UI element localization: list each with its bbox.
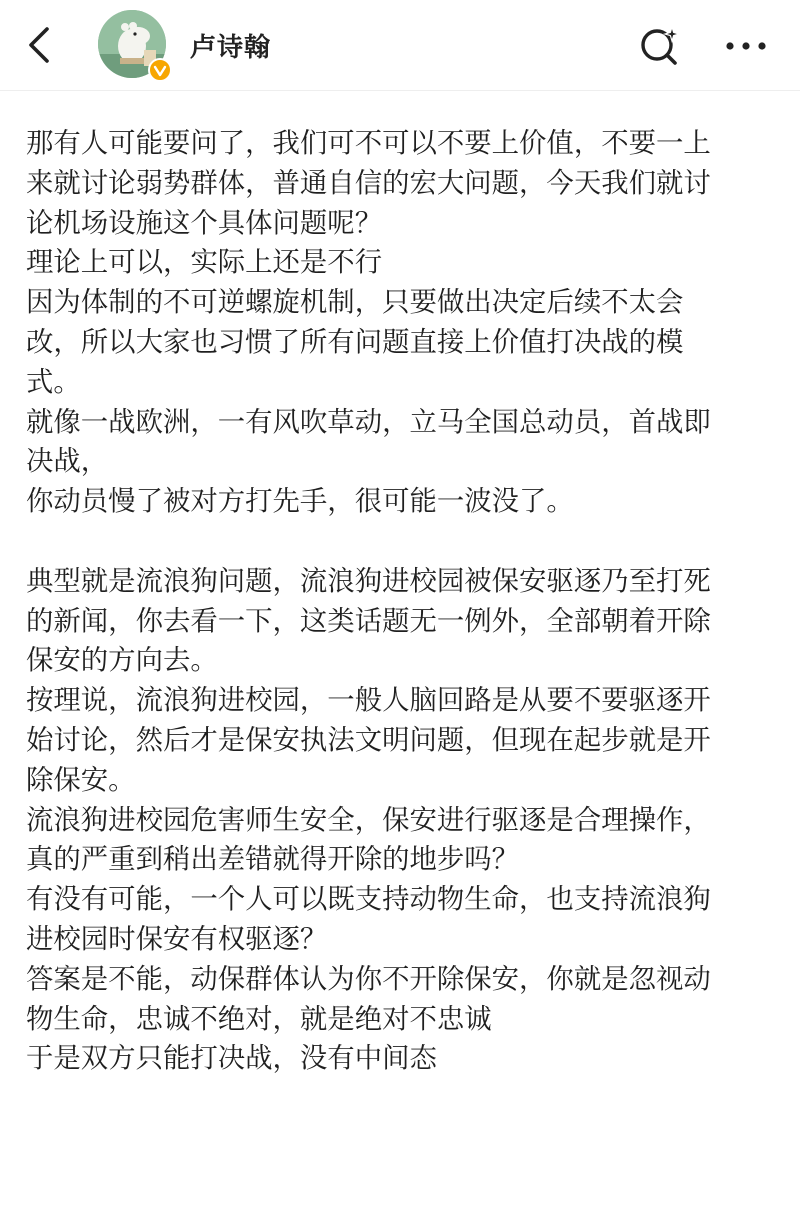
- post-line: 论机场设施这个具体问题呢？: [26, 207, 383, 239]
- search-button[interactable]: [636, 22, 684, 70]
- post-line: 你动员慢了被对方打先手，很可能一波没了。: [26, 486, 574, 518]
- post-line: 因为体制的不可逆螺旋机制，只要做出决定后续不太会: [26, 287, 684, 319]
- post-line: 改，所以大家也习惯了所有问题直接上价值打决战的模: [26, 326, 684, 358]
- post-line: 保安的方向去。: [26, 645, 218, 677]
- post-line: 除保安。: [26, 764, 136, 796]
- post-line: 真的严重到稍出差错就得开除的地步吗？: [26, 844, 520, 876]
- post-line: 式。: [26, 366, 81, 398]
- post-line: 来就讨论弱势群体，普通自信的宏大问题，今天我们就讨: [26, 167, 711, 199]
- post-line: 始讨论，然后才是保安执法文明问题，但现在起步就是开: [26, 724, 711, 756]
- post-body: [26, 124, 776, 1079]
- post-line: 就像一战欧洲，一有风吹草动，立马全国总动员，首战即: [26, 406, 711, 438]
- post-line: 那有人可能要问了，我们可不可以不要上价值，不要一上: [26, 128, 711, 159]
- post-line: 物生命，忠诚不绝对，就是绝对不忠诚: [26, 1003, 492, 1035]
- verified-v-badge-icon: [148, 58, 172, 82]
- more-button[interactable]: [722, 22, 770, 70]
- post-line: 理论上可以，实际上还是不行: [26, 247, 383, 279]
- top-bar: [0, 0, 800, 91]
- post-line: 有没有可能，一个人可以既支持动物生命，也支持流浪狗: [26, 884, 711, 916]
- search-sparkle-icon: [638, 24, 682, 68]
- blank-line: [26, 522, 776, 562]
- username[interactable]: 卢诗翰: [190, 33, 272, 63]
- back-button[interactable]: [14, 20, 64, 70]
- post-line: 进校园时保安有权驱逐？: [26, 923, 328, 955]
- post-line: 于是双方只能打决战，没有中间态: [26, 1043, 437, 1075]
- post-line: 流浪狗进校园危害师生安全，保安进行驱逐是合理操作，: [26, 804, 711, 836]
- post-line: 的新闻，你去看一下，这类话题无一例外，全部朝着开除: [26, 605, 711, 637]
- post-line: 答案是不能，动保群体认为你不开除保安，你就是忽视动: [26, 963, 711, 995]
- post-line: 典型就是流浪狗问题，流浪狗进校园被保安驱逐乃至打死: [26, 565, 711, 597]
- user-avatar[interactable]: [98, 10, 170, 82]
- more-dots-icon: [724, 40, 768, 52]
- post-line: 按理说，流浪狗进校园，一般人脑回路是从要不要驱逐开: [26, 685, 711, 717]
- back-arrow-icon: [25, 25, 53, 65]
- post-line: 决战，: [26, 446, 109, 478]
